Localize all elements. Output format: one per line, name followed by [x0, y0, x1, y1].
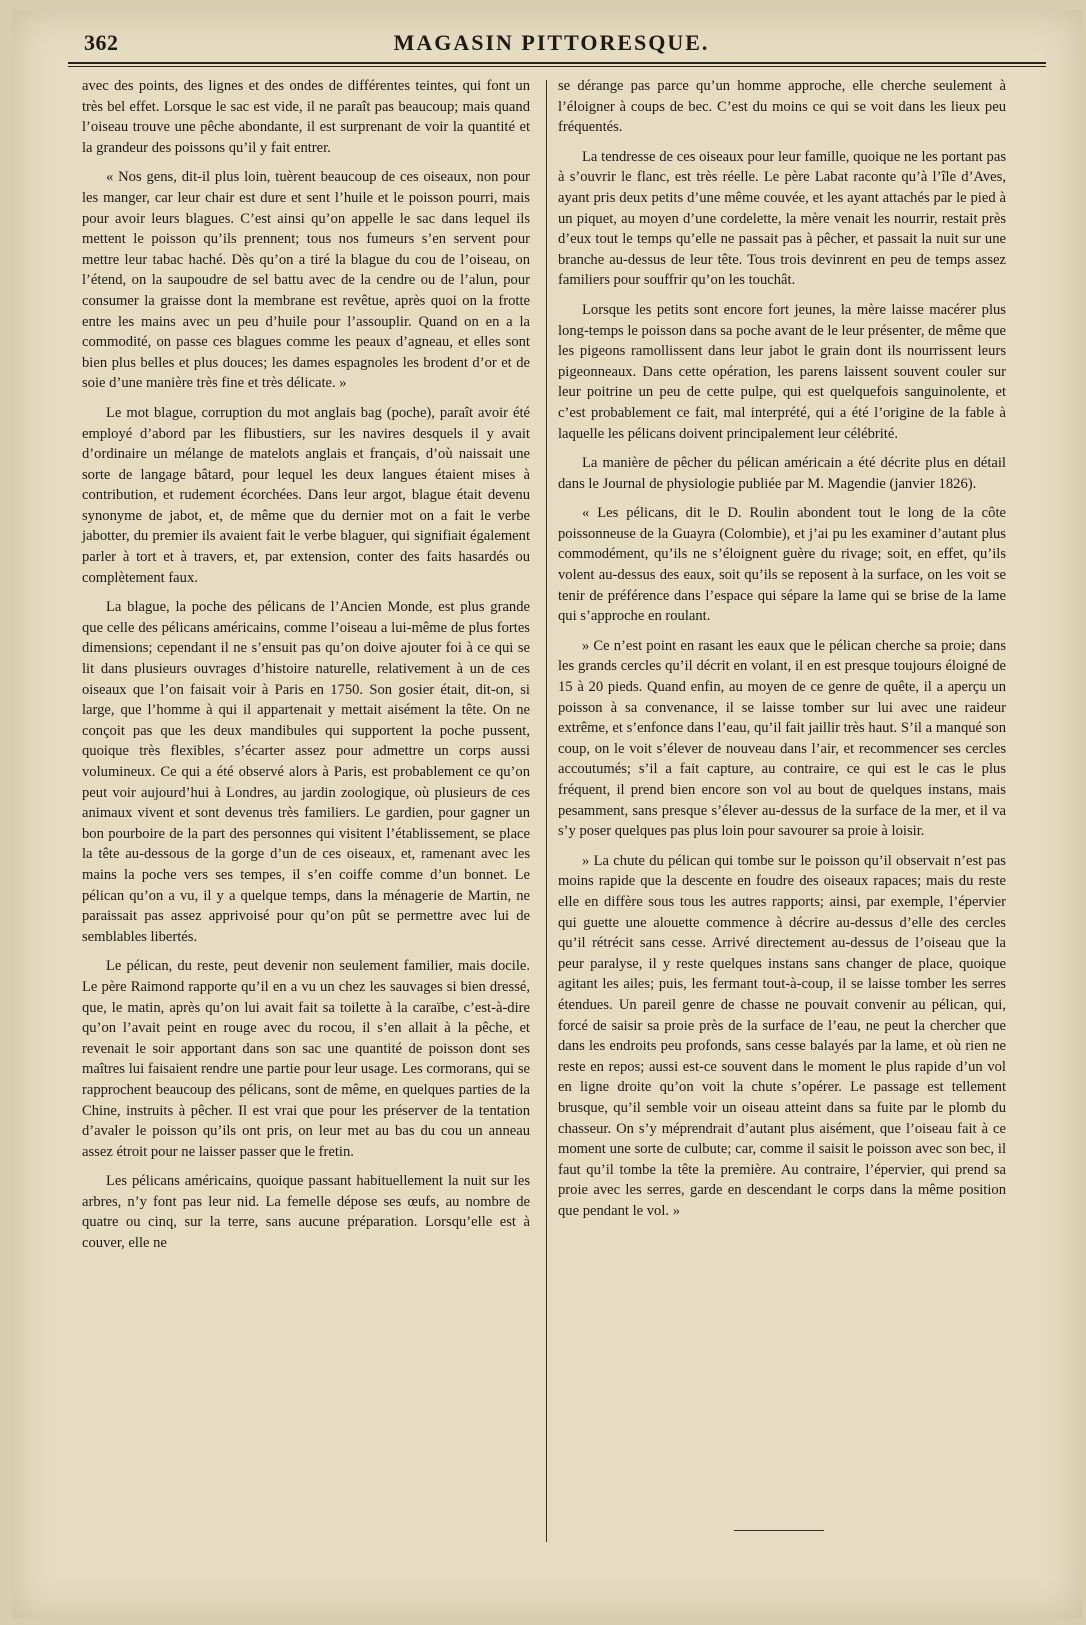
end-rule: [734, 1530, 824, 1531]
paragraph: » La chute du pélican qui tombe sur le poisson qu’il observait n’est pas moins rapide que la descente en foudre des oiseaux rapaces; mais du reste elle en diffère sous tous les autres rapports; ainsi, par exemple, l’épervier qui guette une alouette commence à décrire au-dessus d’elle des cercles qu’il rétrécit sans cesse. Arrivé directement au-dessus de l’oiseau que la peur paralyse, il y reste quelques instans sans changer de place, quoique agitant les ailes; puis, les fermant tout-à-coup, il se laisse tomber les serres étendues. Un pareil genre de chasse ne pouvait convenir au pélican, qui, forcé de saisir sa proie près de la surface de l’eau, ne peut la chercher que dans les endroits peu profonds, sans cesse balayés par la lame, et où rien ne reste en repos; aussi est-ce souvent dans le moment le plus rapide d’un vol en ligne droite qu’on voit la chute s’opérer. Le passage est tellement brusque, qu’il semble voir un oiseau atteint dans sa fuite par le plomb du chasseur. On s’y méprendrait d’autant plus aisément, que l’oiseau fait à ce moment une sorte de culbute; car, comme il saisit le poisson avec son bec, il faut qu’il tombe la tête la première. Au contraire, l’épervier, qui prend sa proie avec les serres, garde en descendant le corps dans la même position que pendant le vol. »: [558, 852, 1006, 1219]
paragraph: » Ce n’est point en rasant les eaux que le pélican cherche sa proie; dans les grands cercles qu’il décrit en volant, il en est presque toujours éloigné de 15 à 20 pieds. Quand enfin, au moyen de ce genre de quête, il a aperçu un poisson à sa convenance, il se laisse tomber sur lui avec une raideur extrême, et s’enfonce dans l’eau, qu’il fait jaillir très haut. S’il a manqué son coup, on le voit s’élever de nouveau dans l’air, et recommencer ses cercles accoutumés; s’il a fait capture, au contraire, ce qui est le cas le plus fréquent, il prend bien encore son vol au bout de quelques instans, mais pesamment, sans presque s’élever au-dessus de la surface de la mer, et il va s’y poser quelques pas plus loin pour savourer sa proie à loisir.: [558, 637, 1006, 840]
paragraph: « Les pélicans, dit le D. Roulin abondent tout le long de la côte poissonneuse de la Guayra (Colombie), et j’ai pu les examiner d’autant plus commodément, qu’ils ne s’éloignent guère du rivage; soit, en effet, qu’ils volent au-dessus des eaux, soit qu’ils se reposent à la surface, on les voit se tenir de préférence dans l’espace qui sépare la lame qui se brise de la lame qui s’approche en roulant.: [558, 505, 1006, 625]
left-column: [82, 76, 530, 1263]
paragraph: Lorsque les petits sont encore fort jeunes, la mère laisse macérer plus long-temps le poisson dans sa poche avant de le leur présenter, de même que les pigeons ramollissent dans leur jabot le grain dont ils nourrissent leurs pigeonneaux. Dans cette opération, les parens laissent souvent couler sur leur poitrine un peu de cette pulpe, qui est quelquefois sanguinolente, et c’est probablement ce fait, mal interprété, qui a été l’origine de la fable à laquelle les pélicans doivent principalement leur célébrité.: [558, 301, 1006, 442]
paragraph: avec des points, des lignes et des ondes de différentes teintes, qui font un très bel effet. Lorsque le sac est vide, il ne paraît pas beaucoup; mais quand l’oiseau trouve une pêche abondante, il est surprenant de voir la quantité et la grandeur des poissons qu’il y fait entrer.: [82, 78, 530, 156]
paragraph: « Nos gens, dit-il plus loin, tuèrent beaucoup de ces oiseaux, non pour les manger, car leur chair est dure et sent l’huile et le poisson pourri, mais pour avoir leurs blagues. C’est ainsi qu’on appelle le sac dans lequel ils mettent le poisson qu’ils prennent; tous nos fumeurs s’en servent pour mettre leur tabac haché. Dès qu’on a tiré la blague du cou de l’oiseau, on l’étend, on la saupoudre de sel battu avec de la cendre ou de l’alun, pour consumer la graisse dont la membrane est revêtue, après quoi on la frotte entre les mains avec un peu d’huile pour l’assouplir. Quand on en a la commodité, on passe ces blagues comme les peaux d’agneau, et elles sont bien plus belles et plus douces; les dames espagnoles les brodent d’or et de soie d’une manière très fine et très délicate. »: [82, 169, 530, 392]
column-divider: [546, 80, 547, 1542]
header-rule: [68, 62, 1046, 67]
paragraph: Le mot blague, corruption du mot anglais bag (poche), paraît avoir été employé d’abord par les flibustiers, sur les navires desquels il y avait d’ordinaire un mélange de matelots anglais et français, d’où naissait une sorte de langage bâtard, pour lequel les deux langues étaient mises à contribution, et rudement écorchées. Dans leur argot, blague était devenu synonyme de jabot, et, de même que du dernier mot on a fait le verbe jabotter, du premier ils avaient fait le verbe blaguer, qui signifiait également parler à tort et à travers, et, par extension, conter des faits hasardés ou complètement faux.: [82, 404, 530, 586]
paragraph: La manière de pêcher du pélican américain a été décrite plus en détail dans le Journal de physiologie publiée par M. Magendie (janvier 1826).: [558, 455, 1006, 492]
paragraph: Les pélicans américains, quoique passant habituellement la nuit sur les arbres, n’y font pas leur nid. La femelle dépose ses œufs, au nombre de quatre ou cinq, sur la terre, sans aucune préparation. Lorsqu’elle est à couver, elle ne: [82, 1173, 530, 1252]
page-header: [64, 22, 1039, 56]
paragraph: La tendresse de ces oiseaux pour leur famille, quoique ne les portant pas à s’ouvrir le flanc, est très réelle. Le père Labat raconte qu’à l’île d’Aves, ayant pris deux petits d’une même couvée, et les ayant attachés par le pied à un piquet, au moyen d’une cordelette, la mère venait les nourrir, restait près d’eux tout le temps qu’elle ne passait pas à pêcher, et passait la nuit sur une branche au-dessus de leur tête. Tous trois devinrent en peu de temps assez familiers pour souffrir qu’on les touchât.: [558, 148, 1006, 289]
page-number: 362: [84, 30, 119, 55]
paragraph: se dérange pas parce qu’un homme approche, elle cherche seulement à l’éloigner à coups de bec. C’est du moins ce qui se voit dans les lieux peu fréquentés.: [558, 78, 1006, 136]
paragraph: La blague, la poche des pélicans de l’Ancien Monde, est plus grande que celle des pélicans américains, comme l’oiseau a lui-même de plus fortes dimensions; cependant il ne s’ensuit pas qu’on doive ajouter foi à ce qui se lit dans plusieurs ouvrages d’histoire naturelle, relativement à un de ces oiseaux que l’on faisait voir à Paris en 1750. Son gosier était, dit-on, si large, que l’homme à qui il appartenait y mettait aisément la tête. On ne conçoit pas que les deux mandibules qui supportent la poche pussent, quoique très flexibles, s’écarter assez pour admettre un corps aussi volumineux. Ce qui a été observé alors à Paris, est probablement ce qu’on peut voir aujourd’hui à Londres, au jardin zoologique, où plusieurs de ces animaux vivent et sont devenus très familiers. Le gardien, pour gagner un bon pourboire de la part des personnes qui visitent l’établissement, se place la tête au-dessous de la gorge d’un de ces oiseaux, et, ramenant avec les mains la poche vers ses tempes, il s’en coiffe comme d’un bonnet. Le pélican qu’on a vu, il y a quelque temps, dans la ménagerie de Martin, ne paraissait pas assez apprivoisé pour qu’on pût se permettre avec lui de semblables libertés.: [82, 599, 530, 945]
right-column: [558, 76, 1006, 1230]
running-title: MAGASIN PITTORESQUE.: [393, 30, 710, 55]
paragraph: Le pélican, du reste, peut devenir non seulement familier, mais docile. Le père Raimond rapporte qu’il en a vu un chez les sauvages si bien dressé, que, le matin, après qu’on lui avait fait sa toilette à la caraïbe, c’est-à-dire qu’on l’avait peint en rouge avec du rocou, il s’en allait à la pêche, et revenait le soir apportant dans son sac une quantité de poisson dont ses maîtres lui faisaient rendre une partie pour leur usage. Les cormorans, qui se rapprochent beaucoup des pélicans, sont de même, en quelques parties de la Chine, instruits à pêcher. Il est vrai que pour les préserver de la tentation d’avaler le poisson qu’ils ont pris, on leur met au bas du cou un anneau assez étroit pour ne laisser passer que le fretin.: [82, 958, 530, 1160]
